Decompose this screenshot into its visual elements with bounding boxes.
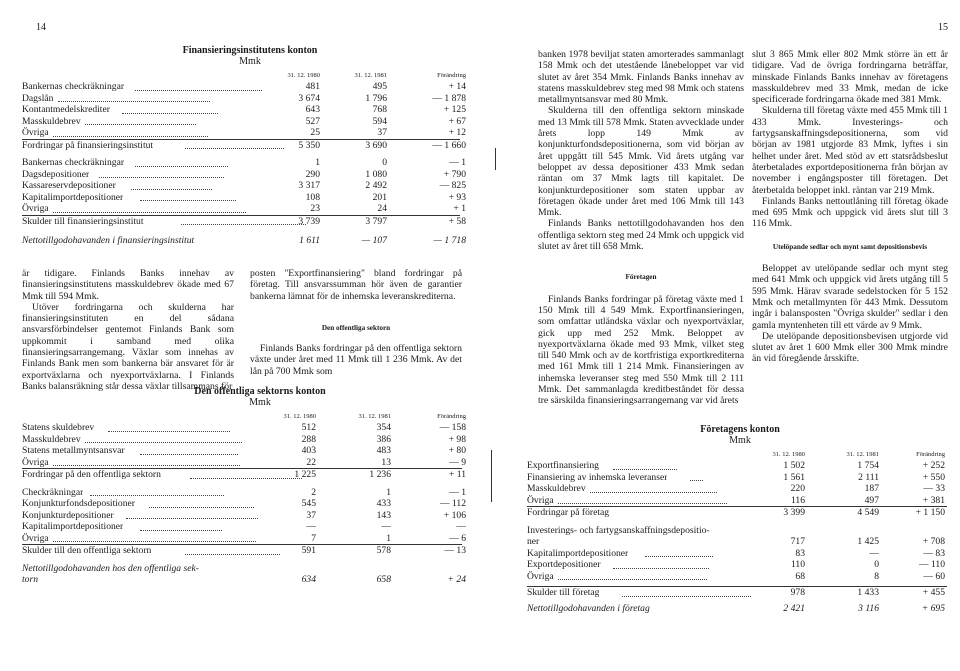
cell-v3: + 708 (922, 535, 945, 547)
finans-table (22, 71, 466, 247)
row-label: Skulder till den offentliga sektorn (22, 545, 152, 556)
cell-v1: 717 (790, 535, 805, 547)
leader-dots (140, 454, 238, 455)
row-label: Kapitalimportdepositioner (22, 521, 124, 532)
column-header: 31. 12. 1980 (287, 72, 320, 79)
row-label: Bankernas checkräkningar (22, 157, 125, 168)
table-header (22, 412, 466, 422)
cell-v2: 3 690 (365, 139, 387, 151)
cell-v3: — 825 (439, 180, 466, 191)
cell-v1: 37 (306, 509, 316, 521)
table-row (527, 603, 947, 615)
cell-v3: + 98 (448, 433, 466, 445)
cell-v2: 143 (376, 509, 391, 521)
cell-v2: 0 (382, 157, 387, 168)
row-label: Skulder till företag (527, 587, 600, 598)
cell-v2: 13 (381, 456, 391, 468)
cell-v1: 3 674 (298, 92, 320, 104)
cell-v3: — 112 (439, 498, 466, 509)
leader-dots (53, 136, 208, 137)
row-label: Statens skuldebrev (22, 422, 95, 433)
cell-v3: — 6 (449, 532, 466, 544)
table-row (22, 532, 466, 545)
cell-v2: 2 111 (858, 471, 879, 483)
leader-dots (149, 507, 254, 508)
cell-v2: — 107 (361, 235, 387, 246)
row-label: Konjunkturfondsdepositioner (22, 498, 135, 509)
table-row (22, 235, 466, 247)
cell-v1: 527 (305, 115, 320, 127)
cell-v1: 643 (305, 104, 320, 115)
row-label: Övriga (22, 203, 49, 214)
cell-v3: — 60 (923, 570, 945, 582)
leader-dots (645, 556, 713, 557)
cell-v2: 0 (874, 559, 879, 570)
table-row (22, 168, 466, 181)
cell-v1: 1 502 (783, 460, 805, 471)
table-row (22, 422, 466, 434)
table-row (22, 115, 466, 128)
leader-dots (90, 495, 224, 496)
row-label: Statens metallmyntsansvar (22, 445, 125, 456)
cell-v1: 403 (301, 445, 316, 456)
cell-v3: — 1 (449, 486, 466, 498)
heading-sedlar: Utelöpande sedlar och mynt samt depositionsbevis (772, 242, 928, 251)
row-label: Investerings- och fartygsanskaffningsdepositio- ner (527, 524, 710, 547)
table-row (22, 203, 466, 215)
table-row (22, 486, 466, 499)
leader-dots (131, 189, 212, 190)
offentliga-table (22, 412, 466, 586)
cell-v3: + 550 (922, 471, 945, 483)
leader-dots (85, 124, 196, 125)
cell-v1: 1 (315, 157, 320, 168)
cell-v1: 3 739 (298, 215, 320, 227)
cell-v2: 3 797 (365, 215, 387, 227)
row-label: Övriga (22, 127, 49, 138)
leader-dots (613, 568, 709, 569)
cell-v2: 2 492 (365, 180, 387, 191)
leader-dots (53, 465, 240, 466)
row-label: Masskuldebrev (22, 115, 81, 127)
cell-v3: + 252 (922, 460, 945, 471)
cell-v1: 25 (310, 127, 320, 138)
row-label: Masskuldebrev (22, 433, 81, 445)
cell-v2: 24 (377, 203, 387, 214)
row-label: Kontantmedelskrediter (22, 104, 110, 115)
table-row (22, 180, 466, 192)
cell-v3: + 67 (448, 115, 466, 127)
cell-v1: 1 561 (783, 471, 805, 483)
cell-v3: — 13 (444, 545, 466, 556)
leader-dots (140, 200, 236, 201)
leader-dots (185, 554, 280, 555)
cell-v3: + 1 150 (915, 507, 945, 518)
cell-v3: + 106 (443, 509, 466, 521)
cell-v2: — (381, 521, 391, 532)
page-number-left: 14 (36, 22, 46, 33)
table-row (527, 506, 947, 519)
cell-v1: 83 (795, 547, 805, 559)
row-label: Masskuldebrev (527, 483, 586, 494)
cell-v3: — 110 (918, 559, 945, 570)
cell-v1: 22 (306, 456, 316, 468)
cell-v2: 354 (376, 422, 391, 433)
leader-dots (99, 177, 224, 178)
cell-v1: 1 225 (294, 469, 316, 480)
cell-v2: 658 (376, 573, 391, 585)
cell-v1: 978 (790, 587, 805, 598)
table-row (22, 521, 466, 533)
table-row (22, 445, 466, 457)
row-label: Konjunkturdepositioner (22, 509, 114, 521)
cell-v2: 497 (864, 494, 879, 506)
cell-v1: 512 (301, 422, 316, 433)
row-label: Övriga (22, 456, 49, 468)
row-label: Övriga (22, 532, 49, 544)
cell-v1: 634 (301, 573, 316, 585)
row-label: Fordringar på den offentliga sektorn (22, 469, 161, 480)
leader-dots (135, 90, 262, 91)
cell-v1: 591 (301, 545, 316, 556)
cell-v2: 495 (372, 81, 387, 92)
heading-offentliga: Den offentliga sektorn (321, 323, 391, 332)
cell-v3: + 790 (443, 168, 466, 180)
table-row (527, 525, 947, 548)
cell-v2: 1 425 (857, 535, 879, 547)
row-label: Skulder till finansieringsinstitut (22, 215, 144, 227)
column-header: Förändring (437, 413, 466, 420)
leader-dots (135, 166, 228, 167)
cell-v3: — (456, 521, 466, 532)
cell-v2: 1 080 (365, 168, 387, 180)
column-header: 31. 12. 1980 (772, 451, 805, 458)
table-row (22, 456, 466, 469)
leader-dots (126, 518, 258, 519)
row-label: Fordringar på företag (527, 507, 610, 518)
table-row (527, 559, 947, 571)
table-row (22, 433, 466, 446)
leader-dots (185, 148, 284, 149)
finans-table-title: Finansieringsinstitutens konton Mmk (182, 45, 318, 67)
cell-v3: + 58 (448, 215, 466, 227)
text-middle: posten "Exportfinansiering" bland fordringar på företag. Till ansvarssumman hör även de garantier bankerna lämnat för de inhemska leveranskrediterna. Den offentliga sektorn Finlands Banks fordringar på den offentliga sektorn växte under året med 11 Mmk till 1 236 Mmk. Av det lån på 700 Mmk som (250, 268, 462, 377)
cell-v1: 220 (790, 483, 805, 494)
table-row (22, 509, 466, 522)
cell-v2: 1 796 (365, 92, 387, 104)
column-header: 31. 12. 1980 (283, 413, 316, 420)
cell-v2: 1 433 (857, 587, 879, 598)
cell-v2: — (869, 547, 879, 559)
cell-v2: 1 236 (369, 469, 391, 480)
cell-v2: 3 116 (858, 602, 879, 614)
table-row (527, 586, 947, 599)
table-row (22, 468, 466, 481)
row-label: Finansiering av inhemska leveranser (527, 471, 668, 483)
cell-v2: 433 (376, 498, 391, 509)
text-right-col1: banken 1978 beviljat staten amorterades sammanlagt 158 Mmk och det utestående lånebeloppet var vid slutet av året 354 Mmk. Finlands Banks innehav av statens masskuldebrev steg med 98 Mmk och statens metallmyntsansvar med 80 Mmk. Skulderna till den offentliga sektorn minskade med 13 Mmk till 578 Mmk. Staten avvecklade under årets lopp 149 Mmk av konjunkturfondsdepositionerna, som vid början av året uppgått till 545 Mmk. Vid årets utgång var beloppet av dessa depositioner 433 Mmk sedan räntan om 37 Mmk lagts till kapitalet. De konjunkturdepositioner som staten uppbar av företagen ökade under året med 106 Mmk till 143 Mmk. Finlands Banks nettotillgodohavanden hos den offentliga sektorn steg med 24 Mmk och uppgick vid slutet av året till 658 Mmk. Företagen Finlands Banks fordringar på företag växte med 1 150 Mmk till 4 549 Mmk. Exportfinansieringen, som omfattar utländska växlar och nyexportväxlar, gick upp med 252 Mmk. Beloppet av nyexportväxlarna ökade med 93 Mmk, vilket steg till 540 Mmk och av de kortfristiga exportkrediterna med 161 Mmk till 1 214 Mmk. Finansieringen av inhemska leveranser steg med 550 Mmk till 2 111 Mmk. Det sammanlagda kreditbeståndet för dessa tre särskilda finansieringsarrangemang var vid årets (538, 49, 744, 407)
cell-v2: 386 (376, 433, 391, 445)
cell-v1: 3 317 (298, 180, 320, 191)
row-label: Kassareservdepositioner (22, 180, 116, 191)
row-label: Dagsdepositioner (22, 168, 90, 180)
cell-v3: — 33 (923, 483, 945, 494)
row-label: Dagslån (22, 92, 54, 104)
cell-v2: 1 (386, 532, 391, 544)
cell-v1: 545 (301, 498, 316, 509)
table-row (527, 483, 947, 495)
row-label: Nettotillgodohavanden i finansieringsinstitut (22, 235, 195, 246)
table-row (22, 544, 466, 557)
cell-v1: 1 611 (299, 235, 320, 246)
table-row (527, 548, 947, 560)
row-label: Exportdepositioner (527, 559, 601, 570)
table-row (22, 498, 466, 510)
margin-rule (491, 450, 492, 502)
cell-v3: + 455 (922, 587, 945, 598)
row-label: Kapitalimportdepositioner (527, 547, 629, 559)
text-right-col2: slut 3 865 Mmk eller 802 Mmk större än ett år tidigare. Vad de övriga fordringarna beträffar, minskade Finlands Banks innehav av företagens masskuldebrev med 33 Mmk, medan de icke specificerade fordringarna ökade med 381 Mmk. Skulderna till företag växte med 455 Mmk till 1 433 Mmk. Investerings- och fartygsanskaffningsdepositionerna, som vid början av 1981 utgjorde 83 Mmk, lyftes i sin helhet under året. Med stöd av ett statsrådsbeslut återbetalades exportdepositionerna från början av november i engångsposter till företagen. Det återbetalda beloppet inkl. räntan var 219 Mmk. Finlands Banks nettoutlåning till företag ökade med 695 Mmk och uppgick vid årets slut till 3 116 Mmk. Utelöpande sedlar och mynt samt depositionsbevis Beloppet av utelöpande sedlar och mynt steg med 641 Mmk och uppgick vid årets utgång till 5 595 Mmk. Härav svarade sedelstocken för 5 152 Mmk och metallmynten för 443 Mmk. Dessutom ingår i balansposten "Övriga skulder" sedlar i den gamla myntenheten till ett värde av 9 Mmk. De utelöpande depositionsbevisen utgjorde vid slutet av året 1 600 Mmk eller 300 Mmk mindre än vid föregående årsskifte. (752, 49, 948, 365)
leader-dots (140, 530, 222, 531)
leader-dots (613, 469, 677, 470)
leader-dots (58, 101, 210, 102)
margin-rule (495, 148, 496, 170)
cell-v2: 187 (864, 483, 879, 494)
cell-v3: + 381 (922, 494, 945, 506)
cell-v3: — 1 660 (432, 139, 466, 151)
table-row (527, 472, 947, 484)
cell-v2: 1 754 (857, 460, 879, 471)
cell-v2: 768 (372, 104, 387, 115)
table-row (22, 562, 466, 586)
table-row (22, 81, 466, 93)
table-row (22, 215, 466, 228)
column-header: Förändring (437, 72, 466, 79)
cell-v1: 290 (305, 168, 320, 180)
table-row (527, 495, 947, 507)
foretag-table-title: Företagens konton Mmk (700, 424, 780, 446)
cell-v3: + 11 (448, 469, 466, 480)
leader-dots (53, 541, 256, 542)
cell-v2: 4 549 (857, 507, 879, 518)
cell-v1: 5 350 (298, 139, 320, 151)
cell-v1: 2 (311, 486, 316, 498)
cell-v2: 37 (377, 127, 387, 138)
row-label: Fordringar på finansieringsinstitut (22, 139, 154, 151)
table-row (22, 127, 466, 139)
leader-dots (85, 442, 242, 443)
column-header: Förändring (916, 451, 945, 458)
table-row (22, 191, 466, 204)
cell-v2: 8 (874, 570, 879, 582)
offentliga-table-title: Den offentliga sektorns konton Mmk (194, 386, 326, 408)
row-label: Nettotillgodohavanden hos den offentliga sek- torn (22, 562, 199, 585)
cell-v1: 108 (305, 191, 320, 203)
cell-v2: 594 (372, 115, 387, 127)
row-label: Kapitalimportdepositioner (22, 191, 124, 203)
cell-v3: — 83 (923, 547, 945, 559)
cell-v3: + 93 (448, 191, 466, 203)
cell-v3: + 695 (921, 602, 945, 614)
table-row (22, 157, 466, 169)
table-header (527, 450, 947, 460)
table-row (22, 92, 466, 105)
cell-v1: 481 (305, 81, 320, 92)
table-row (527, 571, 947, 583)
text-left: är tidigare. Finlands Banks innehav av finansieringsinstitutens masskuldebrev ökade med 67 Mmk till 594 Mmk. Utöver fordringarna och skulderna har finansieringsinstituten en del sådana ansvarsförbindelser gentemot Finlands Bank som uppkommit i samband med olika finansieringsarrangemang. Växlar som innehas av Finlands Bank men som bankerna bär ansvaret för är exportväxlarna och nyexportväxlarna. I Finlands Banks balansräkning står dessa växlar tillsammans för (22, 268, 234, 392)
cell-v2: 201 (372, 191, 387, 203)
cell-v1: 110 (790, 559, 805, 570)
row-label: Bankernas checkräkningar (22, 81, 125, 92)
row-label: Nettotillgodohavanden i företag (527, 602, 650, 614)
leader-dots (558, 579, 707, 580)
cell-v3: — 9 (449, 456, 466, 468)
cell-v1: 7 (311, 532, 316, 544)
leader-dots (590, 492, 717, 493)
leader-dots (53, 212, 246, 213)
table-row (22, 139, 466, 152)
leader-dots (622, 596, 751, 597)
row-label: Checkräkningar (22, 486, 84, 498)
row-label: Övriga (527, 494, 554, 506)
cell-v2: 483 (376, 445, 391, 456)
column-header: 31. 12. 1981 (846, 451, 879, 458)
cell-v3: + 14 (448, 81, 466, 92)
cell-v3: + 12 (448, 127, 466, 138)
table-row (22, 104, 466, 116)
cell-v3: — 1 718 (433, 235, 466, 246)
leader-dots (690, 480, 703, 481)
cell-v2: 1 (386, 486, 391, 498)
cell-v1: — (306, 521, 316, 532)
table-header (22, 71, 466, 81)
cell-v1: 116 (790, 494, 805, 506)
row-label: Exportfinansiering (527, 460, 599, 471)
cell-v3: — 1 878 (432, 92, 466, 104)
cell-v1: 2 421 (783, 602, 805, 614)
cell-v1: 3 399 (783, 507, 805, 518)
leader-dots (108, 431, 230, 432)
column-header: 31. 12. 1981 (354, 72, 387, 79)
column-header: 31. 12. 1981 (358, 413, 391, 420)
cell-v3: — 1 (449, 157, 466, 168)
cell-v1: 288 (301, 433, 316, 445)
leader-dots (122, 113, 218, 114)
cell-v1: 23 (310, 203, 320, 214)
cell-v1: 68 (795, 570, 805, 582)
foretag-table (527, 450, 947, 614)
heading-foretagen: Företagen (625, 273, 657, 282)
cell-v3: + 1 (453, 203, 466, 214)
cell-v3: + 24 (447, 573, 466, 585)
row-label: Övriga (527, 570, 554, 582)
cell-v3: + 125 (443, 104, 466, 115)
cell-v2: 578 (376, 545, 391, 556)
page-number-right: 15 (938, 22, 948, 33)
table-row (527, 460, 947, 472)
cell-v3: — 158 (439, 422, 466, 433)
cell-v3: + 80 (448, 445, 466, 456)
leader-dots (558, 503, 727, 504)
